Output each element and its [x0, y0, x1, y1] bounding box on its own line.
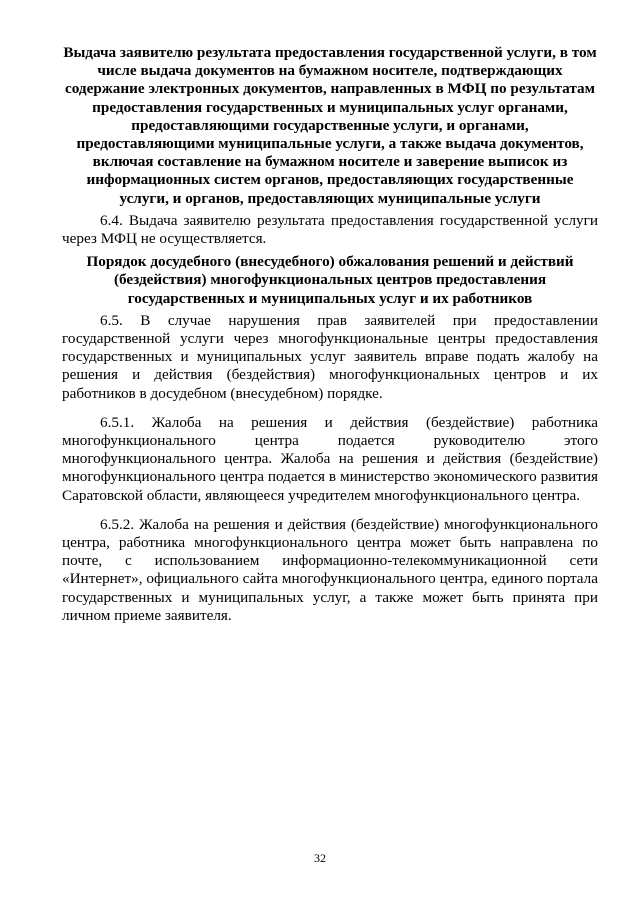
paragraph-6-5-2: 6.5.2. Жалоба на решения и действия (бездействие) многофункционального центра, работника многофункционального центра может быть направлена по почте, с использованием информационно-телекоммуникационной сети «Интернет», официального сайта многофункционального центра, единого портала государственных и муниципальных услуг, а также может быть принята при личном приеме заявителя. [62, 515, 598, 624]
section-heading-appeal-procedure: Порядок досудебного (внесудебного) обжалования решений и действий (бездействия) многофункциональных центров предоставления государственных и муниципальных услуг и их работников [86, 253, 574, 307]
page-number: 32 [314, 851, 326, 865]
paragraph-6-4: 6.4. Выдача заявителю результата предоставления государственной услуги через МФЦ не осуществляется. [62, 211, 598, 248]
paragraph-6-5: 6.5. В случае нарушения прав заявителей при предоставлении государственной услуги через многофункциональные центры предоставления государственных и муниципальных услуг заявитель вправе подать жалобу на решения и действия (бездействия) многофункциональных центров и их работников в досудебном (внесудебном) порядке. [62, 311, 598, 402]
page-content [62, 44, 598, 625]
section-heading-result-issuance: Выдача заявителю результата предоставления государственной услуги, в том числе выдача документов на бумажном носителе, подтверждающих содержание электронных документов, направленных в МФЦ по результатам предоставления государственных и муниципальных услуг органами, предоставляющими государственные услуги, и органами, предоставляющими муниципальные услуги, а также выдача документов, включая составление на бумажном носителе и заверение выписок из информационных систем органов, предоставляющих государственные услуги, и органов, предоставляющих муниципальные услуги [63, 44, 597, 207]
paragraph-6-5-1: 6.5.1. Жалоба на решения и действия (бездействие) работника многофункционального центра подается руководителю этого многофункционального центра. Жалоба на решения и действия (бездействие) многофункционального центра подается в министерство экономического развития Саратовской области, являющееся учредителем многофункционального центра. [62, 413, 598, 504]
